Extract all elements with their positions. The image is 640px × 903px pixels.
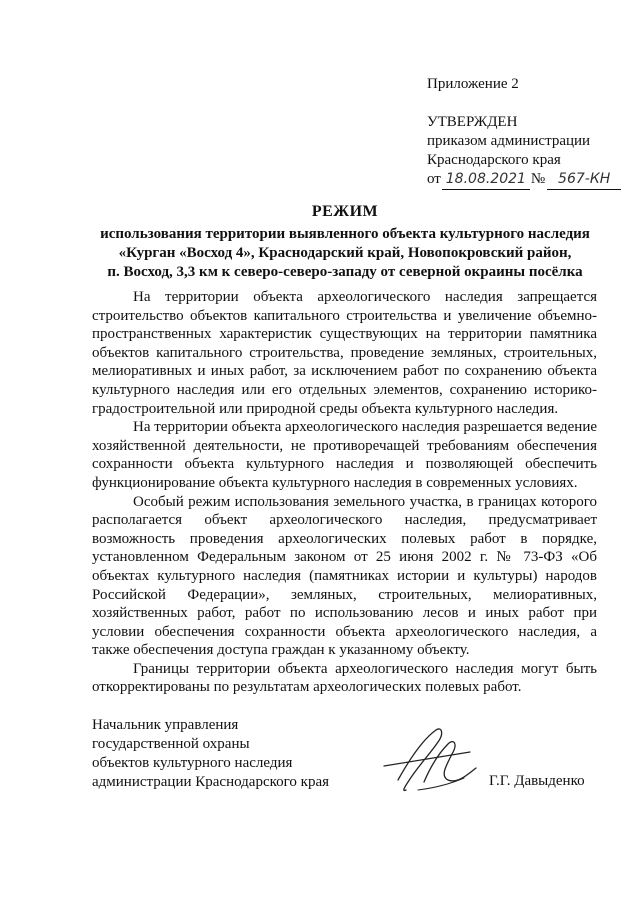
document-title [80,202,610,282]
paragraph-2: На территории объекта археологического наследия разрешается ведение хозяйственной деятельности, не противоречащей требованиям обеспечения сохранности объекта культурного наследия и позволяющей обеспечить функционирование объекта культурного наследия в современных условиях. [92,419,597,491]
handwritten-signature [378,722,482,798]
paragraph-4: Границы территории объекта археологического наследия могут быть откорректированы по результатам археологических полевых работ. [92,660,597,696]
number-prefix: № [530,171,546,187]
title-line-2: «Курган «Восход 4», Краснодарский край, Новопокровский район, [118,245,572,261]
order-date: 18.08.2021 [442,170,530,190]
approval-block [427,113,621,190]
date-prefix: от [427,171,441,187]
document-body [92,288,597,697]
order-number: 567-КН [547,170,621,190]
title-main: РЕЖИМ [311,203,379,220]
signer-title [92,716,329,792]
title-line-3: п. Восход, 3,3 км к северо-северо-западу от северной окраины посёлка [107,264,583,280]
paragraph-1: На территории объекта археологического наследия запрещается строительство объектов капитального строительства и увеличение объемно-пространственных характеристик существующих на территории памятника объектов капитального строительства, проведение земляных, строительных, мелиоративных и иных работ, за исключением работ по сохранению объекта культурного наследия или его отдельных элементов, сохранению историко-градостроительной или природной среды объекта культурного наследия. [92,289,597,417]
signer-name: Г.Г. Давыденко [489,773,585,789]
signer-title-line-4: администрации Краснодарского края [92,774,330,790]
order-reference [427,170,621,190]
appendix-label: Приложение 2 [427,76,519,92]
approval-line-1: приказом администрации [427,133,591,149]
approval-line-2: Краснодарского края [427,152,561,168]
approval-heading: УТВЕРЖДЕН [427,114,518,130]
signer-title-line-1: Начальник управления [92,717,239,733]
signer-title-line-2: государственной охраны [92,736,250,752]
paragraph-3: Особый режим использования земельного участка, в границах которого располагается объект археологического наследия, предусматривает возможность проведения археологических полевых работ в порядке, установленном Федеральным законом от 25 июня 2002 г. № 73-ФЗ «Об объектах культурного наследия (памятниках истории и культуры) народов Российской Федерации», земляных, строительных, мелиоративных, хозяйственных работ, работ по использованию лесов и иных работ при условии обеспечения сохранности объекта археологического наследия, а также обеспечения доступа граждан к указанному объекту. [92,493,597,659]
title-line-1: использования территории выявленного объекта культурного наследия [100,226,590,242]
signer-title-line-3: объектов культурного наследия [92,755,293,771]
